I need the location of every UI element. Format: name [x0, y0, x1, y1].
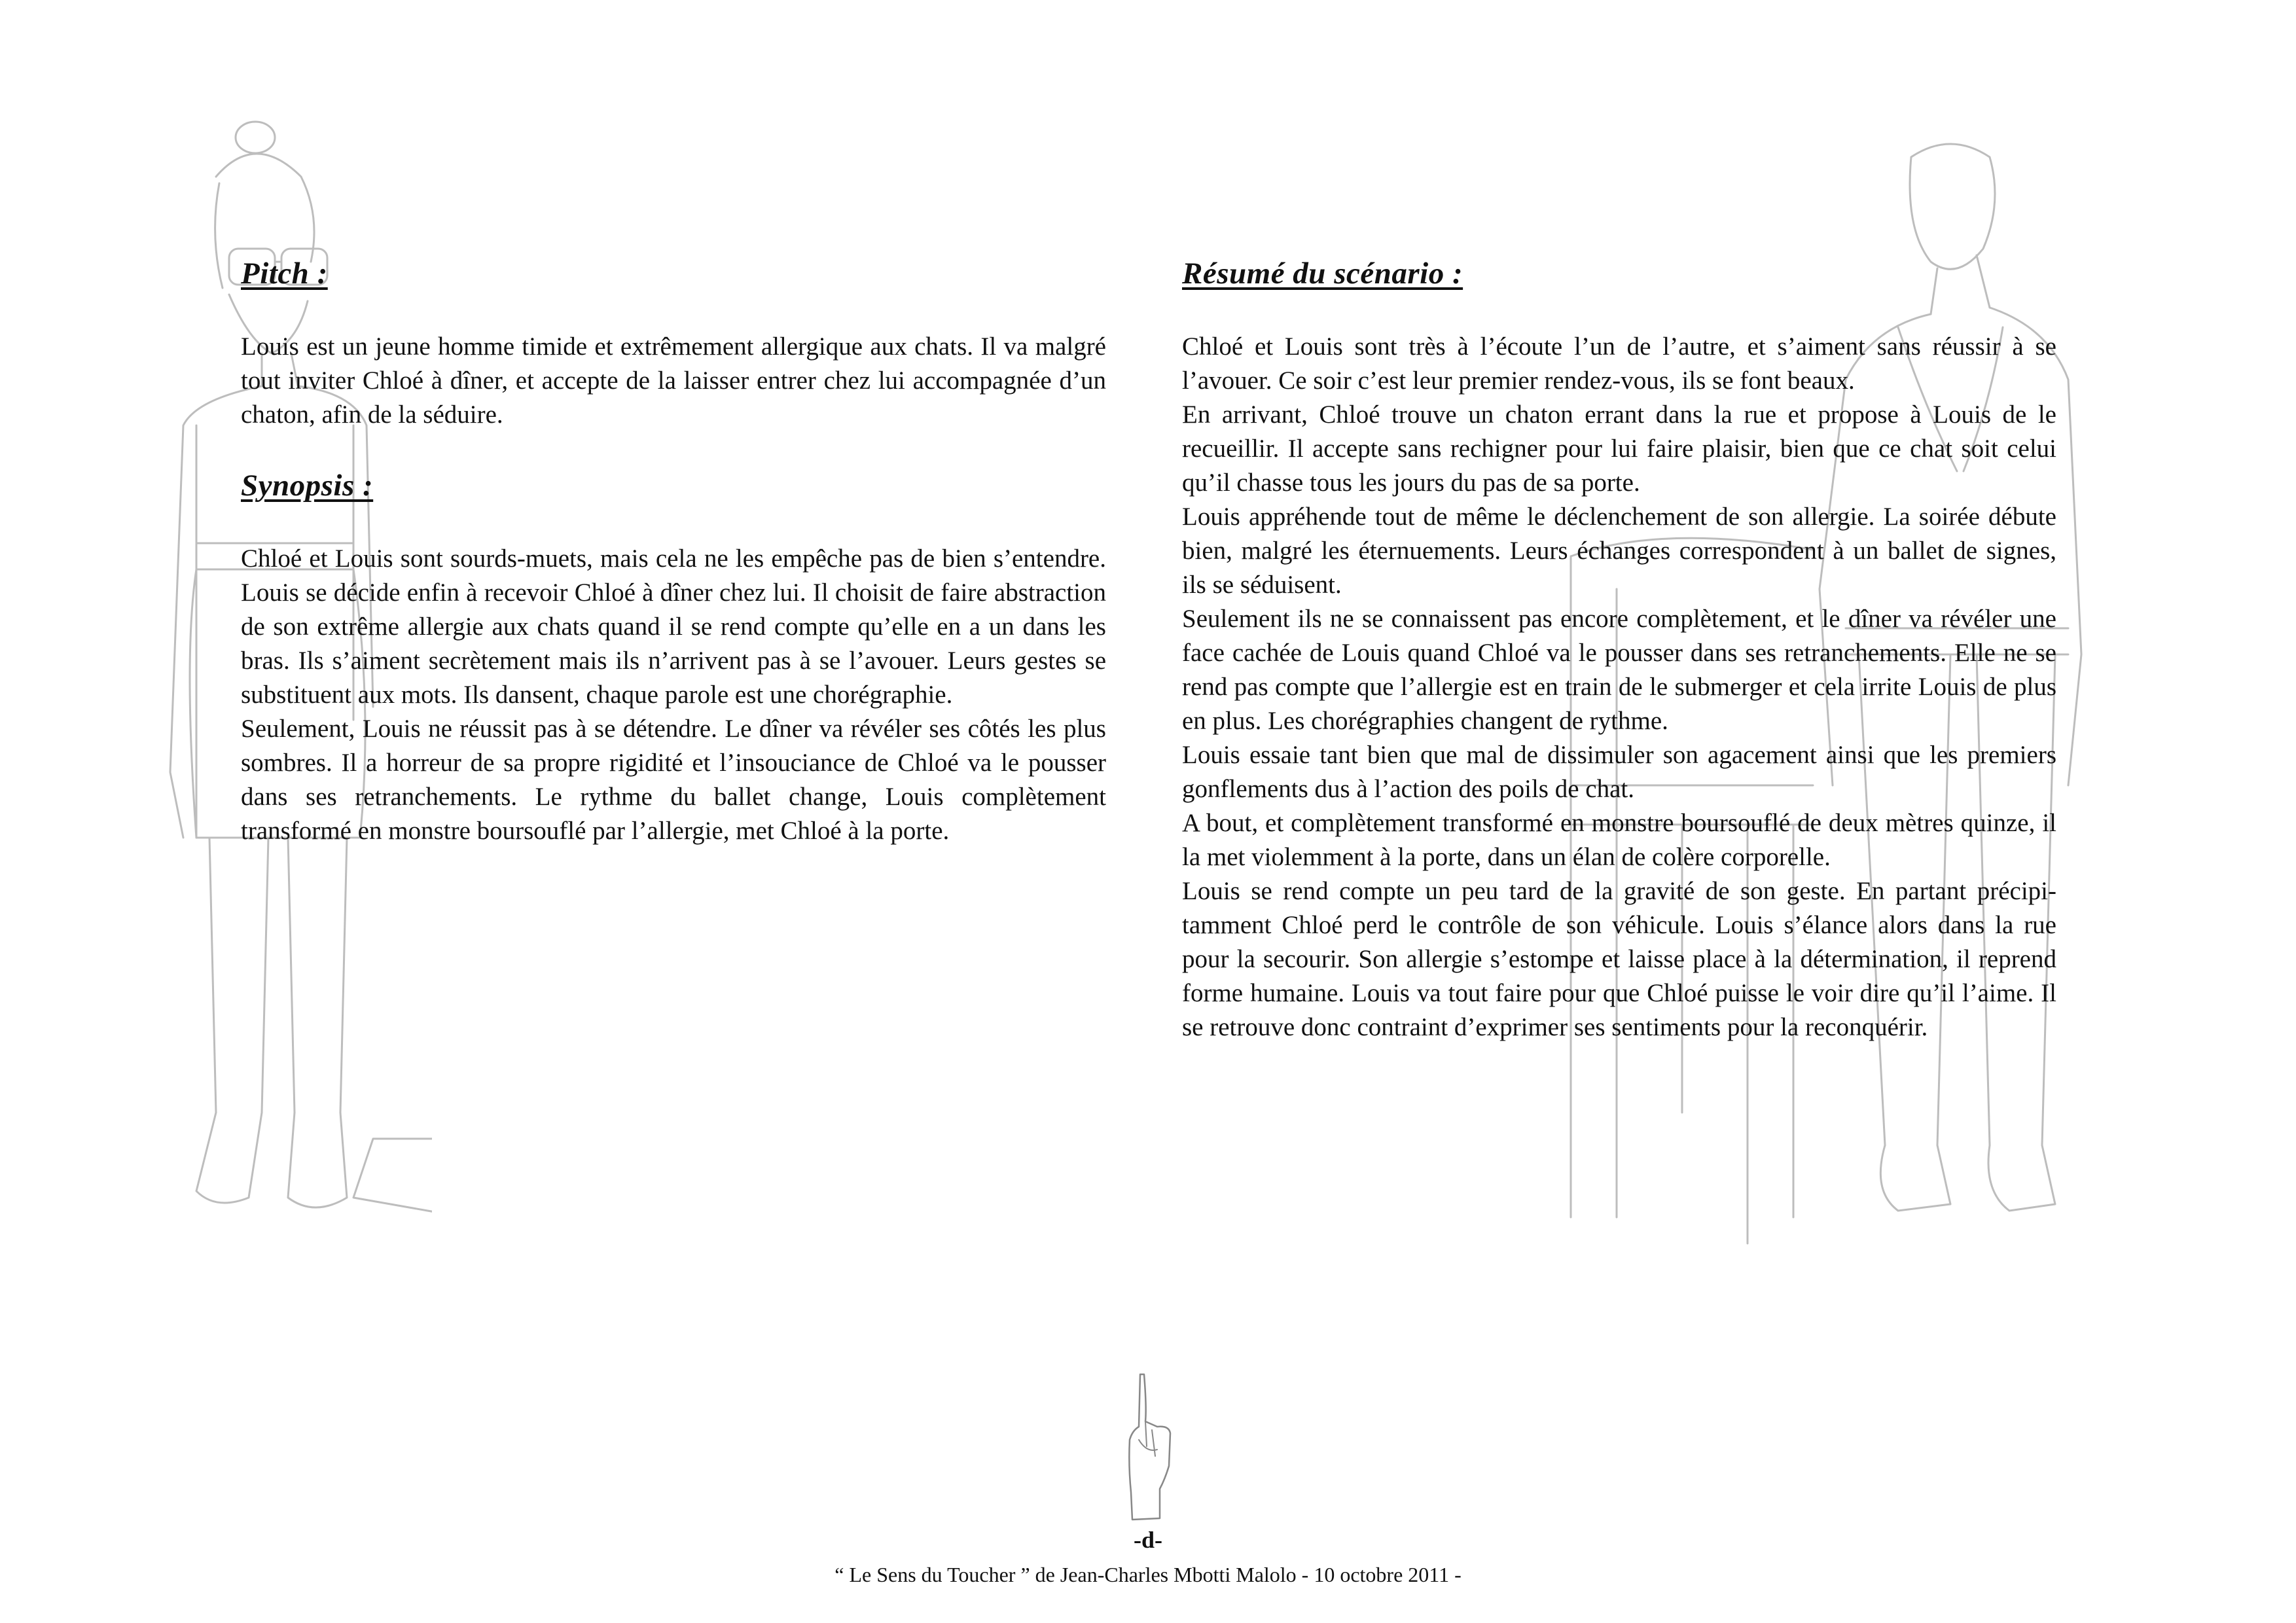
resume-paragraph: Louis se rend compte un peu tard de la gravité de son geste. En partant précipitamment Chloé perd le contrôle de son véhicule. Louis s’élance alors dans la rue pour la secourir. Son allergie s’estompe et laisse place à la détermination, il reprend forme humaine. Louis va tout faire pour que Chloé puisse le voir dire qu’il l’aime. Il se retrouve donc contraint d’exprimer ses sentiments pour la reconquérir. [1182, 877, 2056, 1041]
resume-paragraph: Louis essaie tant bien que mal de dissimuler son agacement ainsi que les premiers gonflements dus à l’action des poils de chat. [1182, 741, 2056, 803]
synopsis-paragraph: Seulement, Louis ne réussit pas à se détendre. Le dîner va révéler ses côtés les plus sombres. Il a horreur de sa propre rigidité et l’insouciance de Chloé va le pousser dans ses retranchements. Le rythme du ballet change, Louis complètement transformé en monstre boursouflé par l’allergie, met Chloé à la porte. [241, 715, 1106, 845]
synopsis-paragraph: Chloé et Louis sont sourds-muets, mais cela ne les empêche pas de bien s’entendre. Louis se décide enfin à recevoir Chloé à dîner chez lui. Il choisit de faire abstraction de son extrême allergie aux chats quand il se rend compte qu’elle en a un dans les bras. Ils s’aiment secrètement mais ils n’arrivent pas à se l’avouer. Leurs gestes se substituent aux mots. Ils dansent, chaque parole est une chorégraphie. [241, 544, 1106, 709]
resume-heading: Résumé du scénario : [1182, 257, 1463, 291]
pitch-paragraph: Louis est un jeune homme timide et extrêmement allergique aux chats. Il va malgré tout inviter Chloé à dîner, et accepte de la laisser entrer chez lui accompagnée d’un chaton, afin de la séduire. [241, 332, 1106, 429]
right-column [1182, 254, 2056, 1044]
resume-paragraph: Seulement ils ne se connaissent pas encore complètement, et le dîner va révéler une face cachée de Louis quand Chloé va le pousser dans ses retranchements. Elle ne se rend pas compte que l’allergie est en train de le submerger et cela irrite Louis de plus en plus. Les chorégraphies changent de rythme. [1182, 605, 2056, 735]
resume-paragraph: Chloé et Louis sont très à l’écoute l’un de l’autre, et s’aiment sans réussir à se l’avouer. Ce soir c’est leur premier rendez-vous, ils se font beaux. [1182, 332, 2056, 395]
hand-sign-d-icon [1106, 1368, 1185, 1525]
footer-credit: “ Le Sens du Toucher ” de Jean-Charles Mbotti Malolo - 10 octobre 2011 - [834, 1563, 1462, 1586]
left-column [241, 254, 1106, 848]
resume-paragraph: En arrivant, Chloé trouve un chaton errant dans la rue et propose à Louis de le recueillir. Il accepte sans rechigner pour lui faire plaisir, bien que ce chat soit celui qu’il chasse tous les jours du pas de sa porte. [1182, 401, 2056, 497]
resume-paragraph: A bout, et complètement transformé en monstre boursouflé de deux mètres quinze, il la met violemment à la porte, dans un élan de colère corporelle. [1182, 809, 2056, 871]
page-marker: -d- [1134, 1527, 1162, 1553]
resume-paragraph: Louis appréhende tout de même le déclenchement de son allergie. La soirée débute bien, malgré les éternuements. Leurs échanges correspondent à un ballet de signes, ils se séduisent. [1182, 503, 2056, 599]
pitch-heading: Pitch : [241, 257, 328, 291]
synopsis-heading: Synopsis : [241, 469, 374, 503]
